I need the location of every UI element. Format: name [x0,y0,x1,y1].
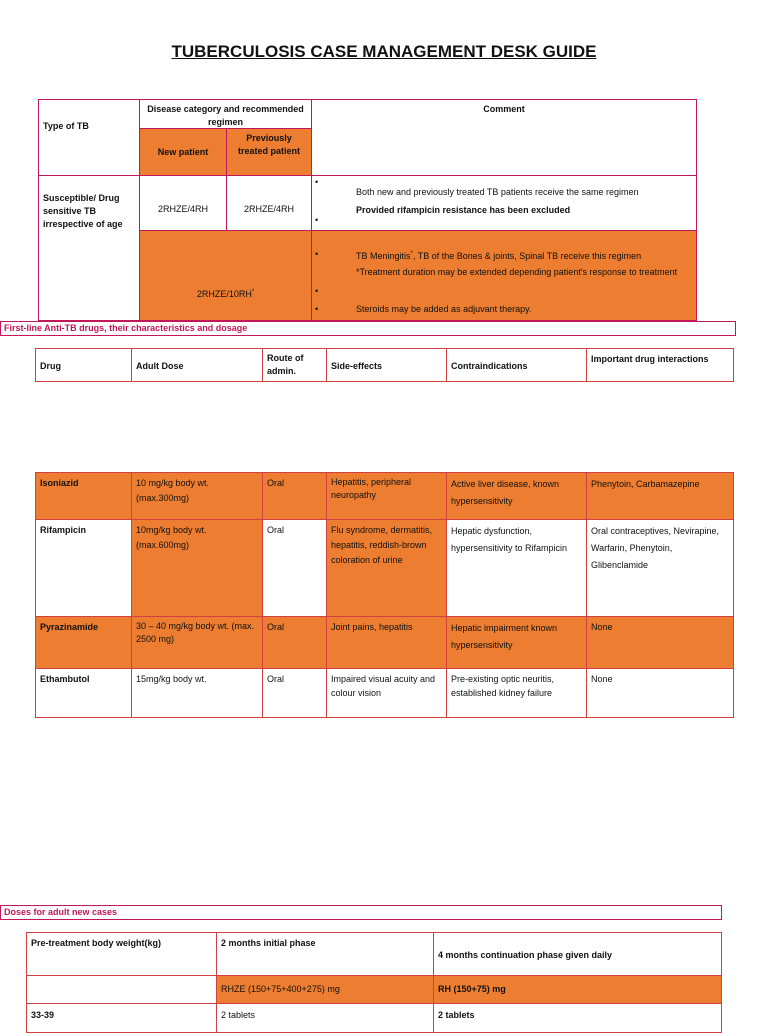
row2-comment-cell [311,230,697,321]
row1-comment-cell [311,175,697,231]
dose-row-initial: 2 tablets [216,1003,434,1033]
row2-comment2: *Treatment duration may be extended depending patient's response to treatment [356,267,678,277]
comment-header: Comment [311,99,697,176]
new-patient-header: New patient [139,128,227,176]
drug-interactions: None [586,668,734,718]
drug-contraindications: Hepatic dysfunction, hypersensitivity to Rifampicin [446,519,587,617]
drug-name: Ethambutol [35,668,132,718]
dose-row-weight: 33-39 [26,1003,217,1033]
bullet-icon: • [315,177,319,187]
dose-rhze: RHZE (150+75+400+275) mg [216,975,434,1004]
header-drug: Drug [35,348,132,382]
row2-comment1 [356,248,641,263]
drug-name: Pyrazinamide [35,616,132,669]
row1-new-regimen: 2RHZE/4RH [139,175,227,231]
drug-side-effects: Impaired visual acuity and colour vision [326,668,447,718]
section-first-line-header: First-line Anti-TB drugs, their characteristics and dosage [0,321,736,336]
drug-route: Oral [262,472,327,520]
drug-interactions: None [586,616,734,669]
header-side-effects: Side-effects [326,348,447,382]
row2-comment1b: , TB of the Bones & joints, Spinal TB receive this regimen [412,251,642,261]
drug-name: Rifampicin [35,519,132,617]
type-of-tb-header: Type of TB [38,99,140,176]
drug-route: Oral [262,668,327,718]
drug-name: Isoniazid [35,472,132,520]
row1-prev-regimen: 2RHZE/4RH [226,175,312,231]
dose-empty-cell [26,975,217,1004]
row1-comment1: Both new and previously treated TB patients receive the same regimen [356,187,639,197]
drug-dose: 10mg/kg body wt. (max.600mg) [131,519,263,617]
drug-interactions: Phenytoin, Carbamazepine [586,472,734,520]
row1-type: Susceptible/ Drug sensitive TB irrespective of age [38,175,140,321]
header-adult-dose: Adult Dose [131,348,263,382]
section-doses-header: Doses for adult new cases [0,905,722,920]
row2-regimen-text: 2RHZE/10RH [196,289,252,299]
dose-initial-header: 2 months initial phase [216,932,434,976]
drug-contraindications: Pre-existing optic neuritis, established kidney failure [446,668,587,718]
bullet-icon: • [315,215,319,225]
row2-regimen [139,230,312,321]
drug-dose: 15mg/kg body wt. [131,668,263,718]
bullet-icon: • [315,286,319,296]
bullet-icon: • [315,304,319,314]
drug-side-effects: Flu syndrome, dermatitis, hepatitis, reddish-brown coloration of urine [326,519,447,617]
header-contraindications: Contraindications [446,348,587,382]
page-title: TUBERCULOSIS CASE MANAGEMENT DESK GUIDE [171,42,597,61]
drug-contraindications: Active liver disease, known hypersensitivity [446,472,587,520]
drug-dose: 10 mg/kg body wt. (max.300mg) [131,472,263,520]
drug-side-effects: Joint pains, hepatitis [326,616,447,669]
dose-weight-header: Pre-treatment body weight(kg) [26,932,217,976]
header-interactions: Important drug interactions [586,348,734,382]
drug-dose: 30 – 40 mg/kg body wt. (max. 2500 mg) [131,616,263,669]
dose-continuation-header: 4 months continuation phase given daily [433,932,722,976]
header-route: Route of admin. [262,348,327,382]
row2-regimen-sup: * [251,289,255,295]
dose-row-continuation: 2 tablets [433,1003,722,1033]
drug-side-effects: Hepatitis, peripheral neuropathy [326,472,447,520]
row2-comment3: Steroids may be added as adjuvant therapy. [356,304,532,314]
dose-rh: RH (150+75) mg [433,975,722,1004]
drug-route: Oral [262,519,327,617]
drug-interactions: Oral contraceptives, Nevirapine, Warfarin, Phenytoin, Glibenclamide [586,519,734,617]
drug-contraindications: Hepatic impairment known hypersensitivity [446,616,587,669]
row2-comment1a: TB Meningitis [356,251,411,261]
disease-category-header: Disease category and recommended regimen [139,99,312,129]
row2-comment1-sup: * [410,251,413,257]
bullet-icon: • [315,249,319,259]
row1-comment2: Provided rifampicin resistance has been excluded [356,205,571,215]
previously-treated-header: Previously treated patient [226,128,312,176]
drug-route: Oral [262,616,327,669]
